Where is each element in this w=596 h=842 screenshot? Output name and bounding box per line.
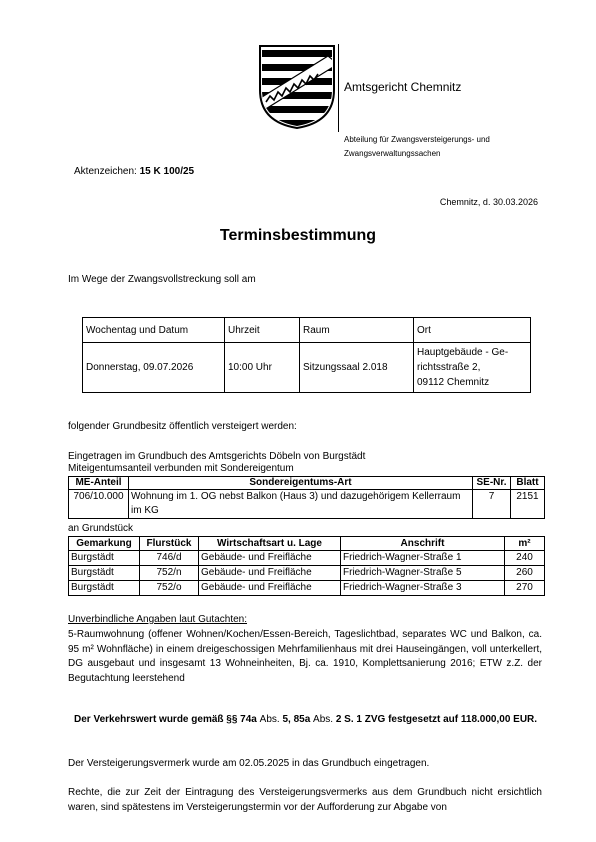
wirtschaftsart: Gebäude- und Freifläche (199, 551, 341, 566)
court-name: Amtsgericht Chemnitz (344, 80, 462, 94)
verkehrswert-part2: 5, 85a (282, 714, 311, 725)
blatt: 2151 (511, 490, 545, 519)
flurstueck: 752/o (140, 581, 199, 596)
verkehrswert-text (74, 713, 542, 728)
place-line-3: 09112 Chemnitz (417, 377, 490, 388)
verkehrswert-part1: Der Verkehrswert wurde gemäß §§ 74a (74, 714, 257, 725)
header-divider (338, 44, 339, 132)
grundstuecke-table (68, 536, 545, 596)
reference-number: 15 K 100/25 (139, 166, 195, 177)
flurstueck: 746/d (140, 551, 199, 566)
unverbindlich-heading: Unverbindliche Angaben laut Gutachten: (68, 614, 248, 625)
flaeche: 240 (505, 551, 545, 566)
me-anteil: 706/10.000 (69, 490, 129, 519)
vermerk-text: Der Versteigerungsvermerk wurde am 02.05.2025 in das Grundbuch eingetragen. (68, 758, 430, 769)
department-line-2: Zwangsverwaltungssachen (344, 149, 441, 158)
place-line-2: richtsstraße 2, (417, 362, 481, 373)
table-row (69, 581, 545, 596)
intro-text: Im Wege der Zwangsvollstreckung soll am (68, 274, 256, 285)
sondereigentum-table (68, 476, 545, 519)
schedule-room: Sitzungssaal 2.018 (300, 343, 414, 393)
sondereigentum-header-row (69, 477, 545, 490)
header-wirtschaftsart: Wirtschaftsart u. Lage (199, 537, 341, 551)
schedule-place (414, 343, 531, 393)
entry-text (68, 451, 365, 475)
header-flurstueck: Flurstück (140, 537, 199, 551)
table-row (69, 490, 545, 519)
an-grundstueck-label: an Grundstück (68, 523, 134, 534)
schedule-header-room: Raum (300, 318, 414, 343)
header-se-art: Sondereigentums-Art (129, 477, 473, 490)
schedule-header-row (83, 318, 531, 343)
rechte-text: Rechte, die zur Zeit der Eintragung des Versteigerungsvermerks aus dem Grundbuch nicht ersichtlich waren, sind spätestens im Versteigerungstermin vor der Aufforderung zur Abgabe von (68, 787, 542, 813)
place-line-1: Hauptgebäude - Ge- (417, 347, 509, 358)
wirtschaftsart: Gebäude- und Freifläche (199, 566, 341, 581)
following-text: folgender Grundbesitz öffentlich versteigert werden: (68, 421, 297, 432)
verkehrswert-abs1: Abs. (259, 714, 280, 725)
gemarkung: Burgstädt (69, 551, 140, 566)
anschrift: Friedrich-Wagner-Straße 3 (341, 581, 505, 596)
schedule-header-place: Ort (414, 318, 531, 343)
entry-line-2: Miteigentumsanteil verbunden mit Sondereigentum (68, 463, 294, 474)
se-art: Wohnung im 1. OG nebst Balkon (Haus 3) und dazugehörigem Kellerraum im KG (129, 490, 473, 519)
header-gemarkung: Gemarkung (69, 537, 140, 551)
header-se-nr: SE-Nr. (473, 477, 511, 490)
table-row (69, 566, 545, 581)
header-anschrift: Anschrift (341, 537, 505, 551)
verkehrswert-amount: 118.000,00 EUR. (460, 714, 538, 725)
header-blatt: Blatt (511, 477, 545, 490)
date-line: Chemnitz, d. 30.03.2026 (439, 197, 538, 207)
verkehrswert-abs2: Abs. (313, 714, 334, 725)
anschrift: Friedrich-Wagner-Straße 1 (341, 551, 505, 566)
department-line-1: Abteilung für Zwangsversteigerungs- und (344, 135, 490, 144)
flurstueck: 752/n (140, 566, 199, 581)
schedule-row (83, 343, 531, 393)
grundstuecke-header-row (69, 537, 545, 551)
schedule-header-date: Wochentag und Datum (83, 318, 225, 343)
header-m2: m² (505, 537, 545, 551)
reference-line (74, 166, 194, 177)
reference-label: Aktenzeichen: (74, 166, 137, 177)
gutachten-text: 5-Raumwohnung (offener Wohnen/Kochen/Essen-Bereich, Tageslichtbad, separates WC und Balkon, ca. 95 m² Wohnfläche) in einem dreigeschossigen Mehrfamilienhaus mit drei Hauseingängen, voll unterkellert, DG ausgebaut und insgesamt 13 Wohneinheiten, Bj. ca. 1910, Komplettsanierung 2016; ETW z.Z. der Begutachtung leerstehend (68, 629, 542, 684)
saxony-coat-of-arms-icon (258, 44, 336, 130)
verkehrswert-part3: 2 S. 1 ZVG festgesetzt auf (335, 714, 459, 725)
schedule-date: Donnerstag, 09.07.2026 (83, 343, 225, 393)
entry-line-1: Eingetragen im Grundbuch des Amtsgerichts Döbeln von Burgstädt (68, 451, 366, 462)
flaeche: 270 (505, 581, 545, 596)
schedule-header-time: Uhrzeit (225, 318, 300, 343)
flaeche: 260 (505, 566, 545, 581)
table-row (69, 551, 545, 566)
gemarkung: Burgstädt (69, 566, 140, 581)
schedule-table (82, 317, 531, 393)
schedule-time: 10:00 Uhr (225, 343, 300, 393)
document-title: Terminsbestimmung (219, 227, 377, 244)
gemarkung: Burgstädt (69, 581, 140, 596)
department-name (344, 133, 544, 161)
anschrift: Friedrich-Wagner-Straße 5 (341, 566, 505, 581)
wirtschaftsart: Gebäude- und Freifläche (199, 581, 341, 596)
se-nr: 7 (473, 490, 511, 519)
header-me-anteil: ME-Anteil (69, 477, 129, 490)
